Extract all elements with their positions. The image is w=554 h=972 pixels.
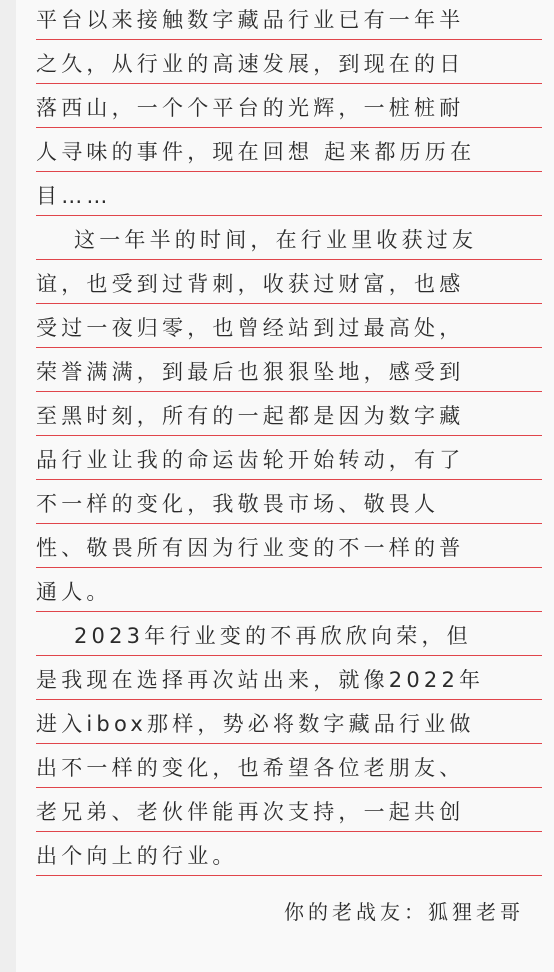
letter-line: 荣誉满满，到最后也狠狠坠地，感受到 [36, 348, 542, 392]
letter-line: 受过一夜归零，也曾经站到过最高处， [36, 304, 542, 348]
letter-line: 性、敬畏所有因为行业变的不一样的普 [36, 524, 542, 568]
letter-line: 之久，从行业的高速发展，到现在的日 [36, 40, 542, 84]
letter-line: 这一年半的时间，在行业里收获过友 [36, 216, 542, 260]
letter-line: 谊，也受到过背刺，收获过财富，也感 [36, 260, 542, 304]
letter-line: 2023年行业变的不再欣欣向荣，但 [36, 612, 542, 656]
letter-line: 不一样的变化，我敬畏市场、敬畏人 [36, 480, 542, 524]
letter-line: 人寻味的事件，现在回想 起来都历历在 [36, 128, 542, 172]
letter-line: 出不一样的变化，也希望各位老朋友、 [36, 744, 542, 788]
letter-line: 品行业让我的命运齿轮开始转动，有了 [36, 436, 542, 480]
letter-line: 目…… [36, 172, 542, 216]
letter-line: 进入ibox那样，势必将数字藏品行业做 [36, 700, 542, 744]
page-margin [0, 0, 16, 972]
letter-paper [16, 0, 554, 972]
letter-line: 平台以来接触数字藏品行业已有一年半 [36, 0, 542, 40]
letter-signature: 你的老战友：狐狸老哥 [284, 900, 524, 924]
letter-line: 老兄弟、老伙伴能再次支持，一起共创 [36, 788, 542, 832]
letter-line: 落西山，一个个平台的光辉，一桩桩耐 [36, 84, 542, 128]
letter-line: 是我现在选择再次站出来，就像2022年 [36, 656, 542, 700]
letter-line: 至黑时刻，所有的一起都是因为数字藏 [36, 392, 542, 436]
letter-line: 出个向上的行业。 [36, 832, 542, 876]
letter-line: 通人。 [36, 568, 542, 612]
letter-body [36, 0, 542, 876]
